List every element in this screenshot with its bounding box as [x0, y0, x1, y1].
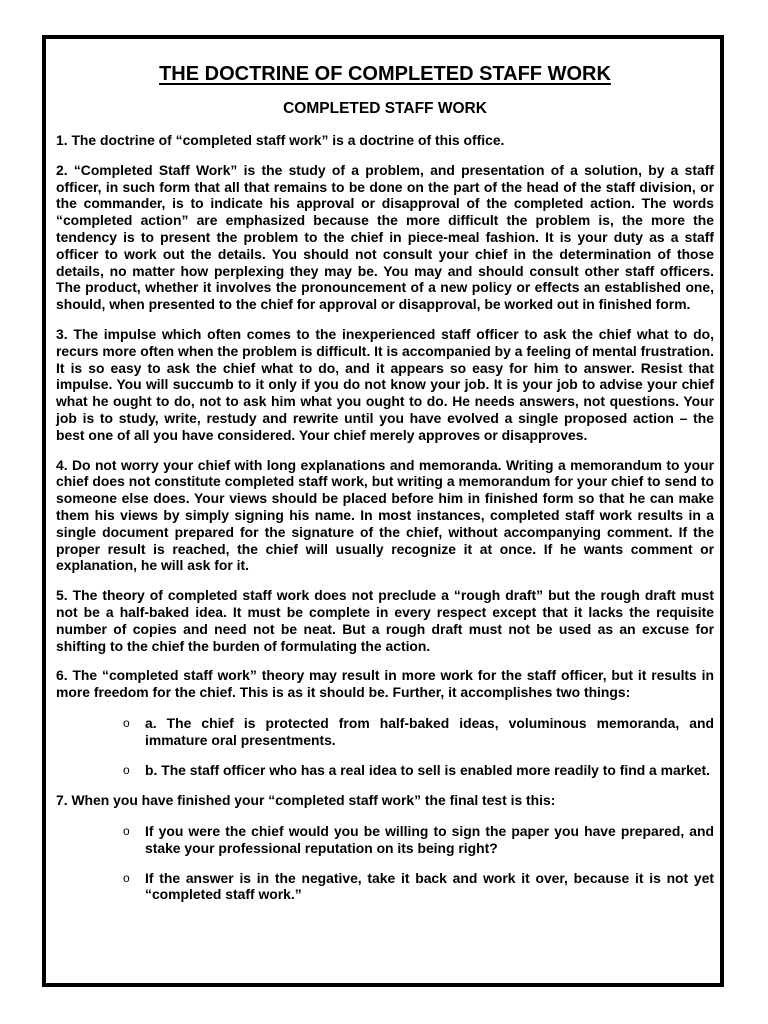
paragraph-5: 5. The theory of completed staff work does not preclude a “rough draft” but the rough draft must not be a half-baked idea. It must be complete in every respect except that it lacks the requisite number of copies and need not be neat. But a rough draft must not be used as an excuse for shifting to the chief the burden of formulating the action.	[56, 587, 714, 654]
bullet-icon: o	[123, 870, 130, 885]
bullet-icon: o	[123, 762, 130, 777]
document-title: THE DOCTRINE OF COMPLETED STAFF WORK	[159, 63, 611, 85]
list-item	[120, 715, 714, 749]
list-item	[120, 762, 714, 779]
bullet-icon: o	[123, 824, 130, 839]
paragraph-4: 4. Do not worry your chief with long explanations and memoranda. Writing a memorandum to your chief does not constitute completed staff work, but writing a memorandum for your chief to send to someone else does. Your views should be placed before him in finished form so that he can make them his views by simply signing his name. In most instances, completed staff work results in a single document prepared for the signature of the chief, without accompanying comment. If the proper result is reached, the chief will usually recognize it at once. If he wants comment or explanation, he will ask for it.	[56, 456, 714, 574]
bullet-icon: o	[123, 715, 130, 730]
paragraph-2: 2. “Completed Staff Work” is the study of a problem, and presentation of a solution, by a staff officer, in such form that all that remains to be done on the part of the head of the staff division, or the commander, is to indicate his approval or disapproval of the completed action. The words “completed action” are emphasized because the more difficult the problem is, the more the tendency is to present the problem to the chief in piece-meal fashion. It is your duty as a staff officer to work out the details. You should not consult your chief in the determination of those details, no matter how perplexing they may be. You may and should consult other staff officers. The product, whether it involves the pronouncement of a new policy or effects an established one, should, when presented to the chief for approval or disapproval, be worked out in finished form.	[56, 161, 714, 313]
accomplishments-list	[56, 715, 714, 778]
document-subtitle: COMPLETED STAFF WORK	[283, 100, 487, 117]
list-item-text: a. The chief is protected from half-baked ideas, voluminous memoranda, and immature oral presentments.	[145, 714, 714, 748]
list-item-text: b. The staff officer who has a real idea to sell is enabled more readily to find a market.	[145, 761, 711, 778]
paragraph-6: 6. The “completed staff work” theory may result in more work for the staff officer, but it results in more freedom for the chief. This is as it should be. Further, it accomplishes two things:	[56, 667, 714, 701]
document-body	[56, 62, 714, 903]
paragraph-3: 3. The impulse which often comes to the inexperienced staff officer to ask the chief what to do, recurs more often when the problem is difficult. It is accompanied by a feeling of mental frustration. It is so easy to ask the chief what to do, and it appears so easy for him to answer. Resist that impulse. You will succumb to it only if you do not know your job. It is your job to advise your chief what he ought to do, not to ask him what you ought to do. He needs answers, not questions. Your job is to study, write, restudy and rewrite until you have evolved a single proposed action – the best one of all you have considered. Your chief merely approves or disapproves.	[56, 325, 714, 443]
list-item-text: If you were the chief would you be willing to sign the paper you have prepared, and stake your professional reputation on its being right?	[145, 823, 714, 856]
list-item	[120, 823, 714, 857]
list-item	[120, 870, 714, 904]
list-item-text: If the answer is in the negative, take it back and work it over, because it is not yet “completed staff work.”	[145, 869, 714, 903]
paragraph-1: 1. The doctrine of “completed staff work” is a doctrine of this office.	[56, 132, 505, 148]
paragraph-7: 7. When you have finished your “completed staff work” the final test is this:	[56, 792, 556, 809]
final-test-list	[56, 823, 714, 903]
